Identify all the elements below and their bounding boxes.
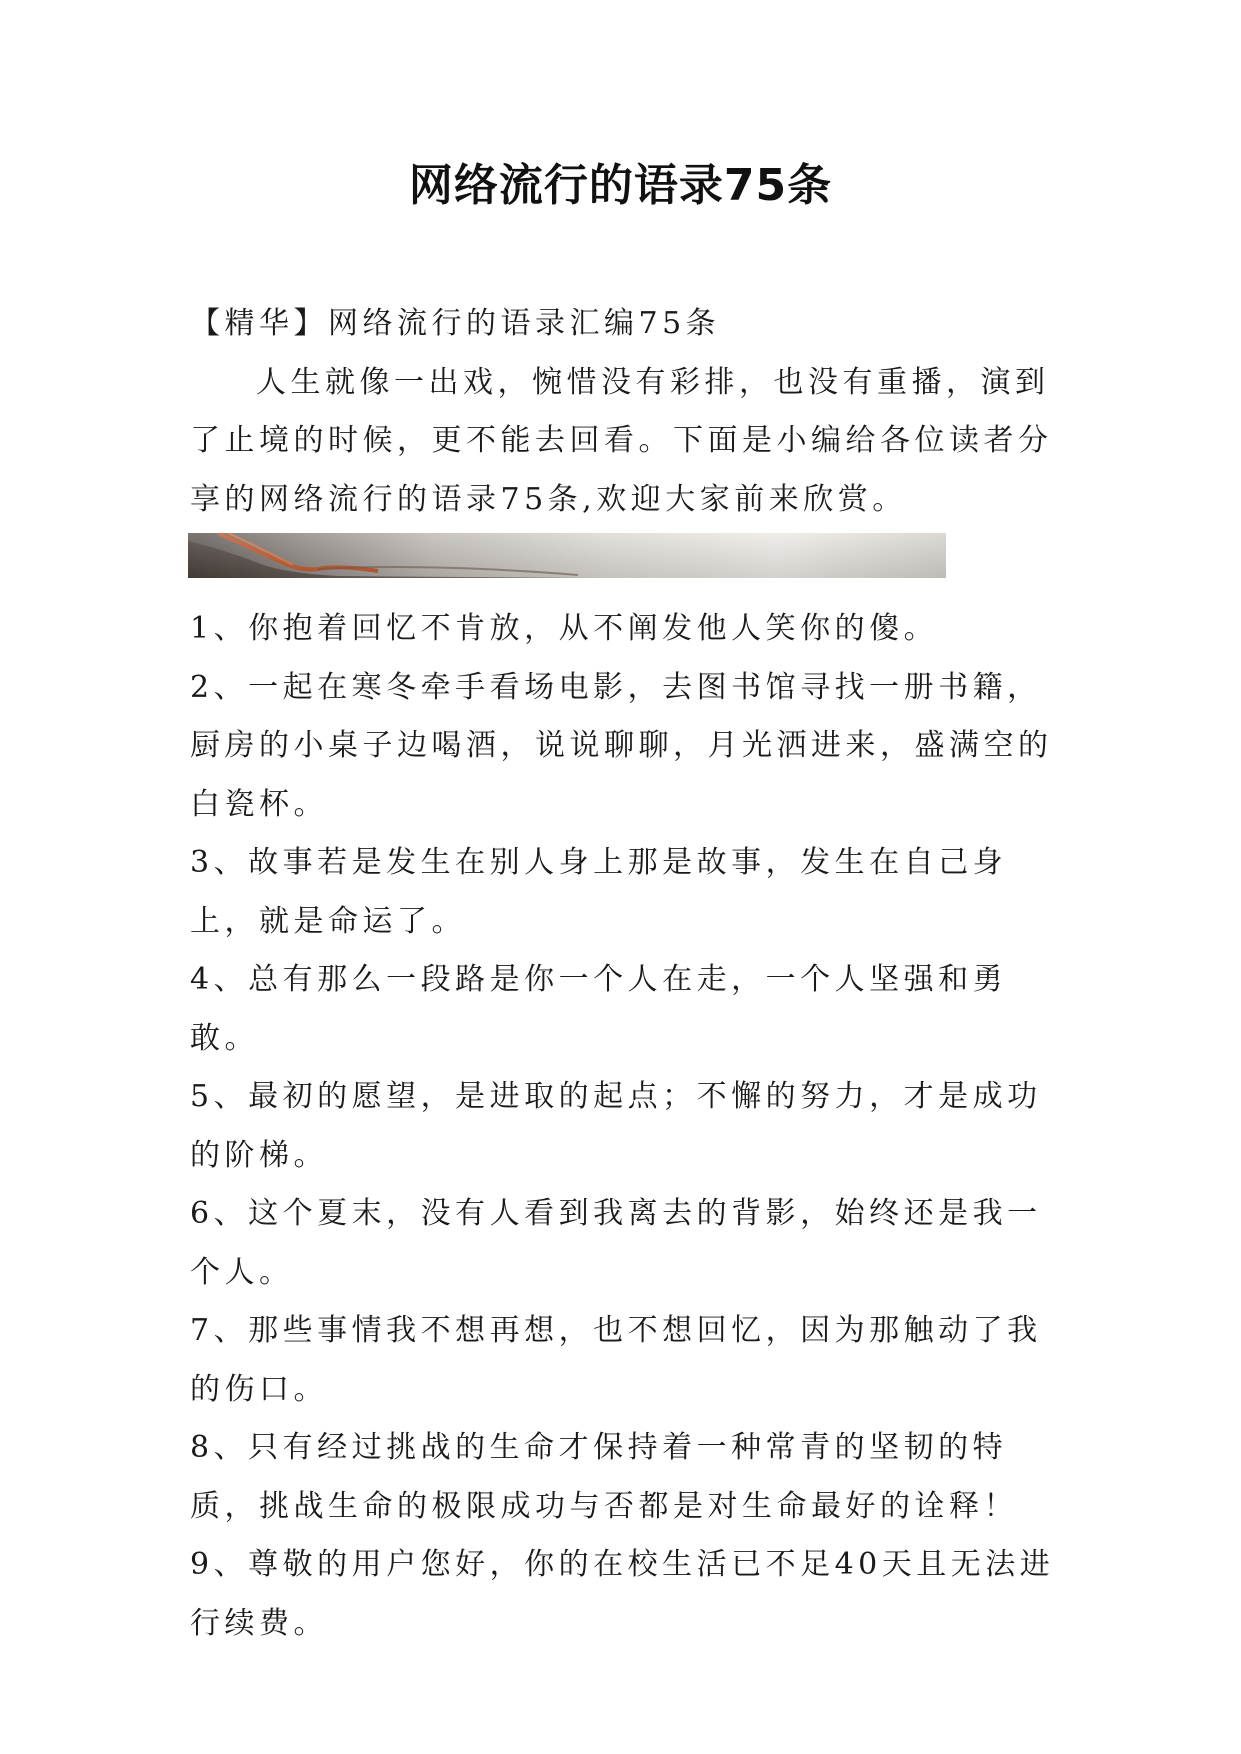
document-body: [190, 295, 1056, 1653]
list-item: 1、你抱着回忆不肯放，从不阐发他人笑你的傻。: [190, 611, 939, 646]
page-title: 网络流行的语录75条: [408, 160, 833, 211]
quote-list: [190, 600, 1056, 1653]
intro-paragraph: 人生就像一出戏，惋惜没有彩排，也没有重播，演到了止境的时候，更不能去回看。下面是小编给各位读者分享的网络流行的语录75条,欢迎大家前来欣赏。: [190, 364, 1053, 517]
subtitle: 【精华】网络流行的语录汇编75条: [190, 306, 721, 341]
list-item: 7、那些事情我不想再想，也不想回忆，因为那触动了我的伤口。: [190, 1313, 1042, 1407]
list-item: 2、一起在寒冬牵手看场电影，去图书馆寻找一册书籍，厨房的小桌子边喝酒，说说聊聊，月光洒进来，盛满空的白瓷杯。: [190, 669, 1053, 822]
list-item: 4、总有那么一段路是你一个人在走，一个人坚强和勇敢。: [190, 962, 1008, 1056]
list-item: 5、最初的愿望，是进取的起点；不懈的努力，才是成功的阶梯。: [190, 1079, 1042, 1173]
book-image-banner: [188, 533, 946, 578]
list-item: 3、故事若是发生在别人身上那是故事，发生在自己身上，就是命运了。: [190, 845, 1008, 939]
list-item: 6、这个夏末，没有人看到我离去的背影，始终还是我一个人。: [190, 1196, 1042, 1290]
list-item: 9、尊敬的用户您好，你的在校生活已不足40天且无法进行续费。: [190, 1547, 1055, 1641]
list-item: 8、只有经过挑战的生命才保持着一种常青的坚韧的特质，挑战生命的极限成功与否都是对生命最好的诠释！: [190, 1430, 1018, 1524]
